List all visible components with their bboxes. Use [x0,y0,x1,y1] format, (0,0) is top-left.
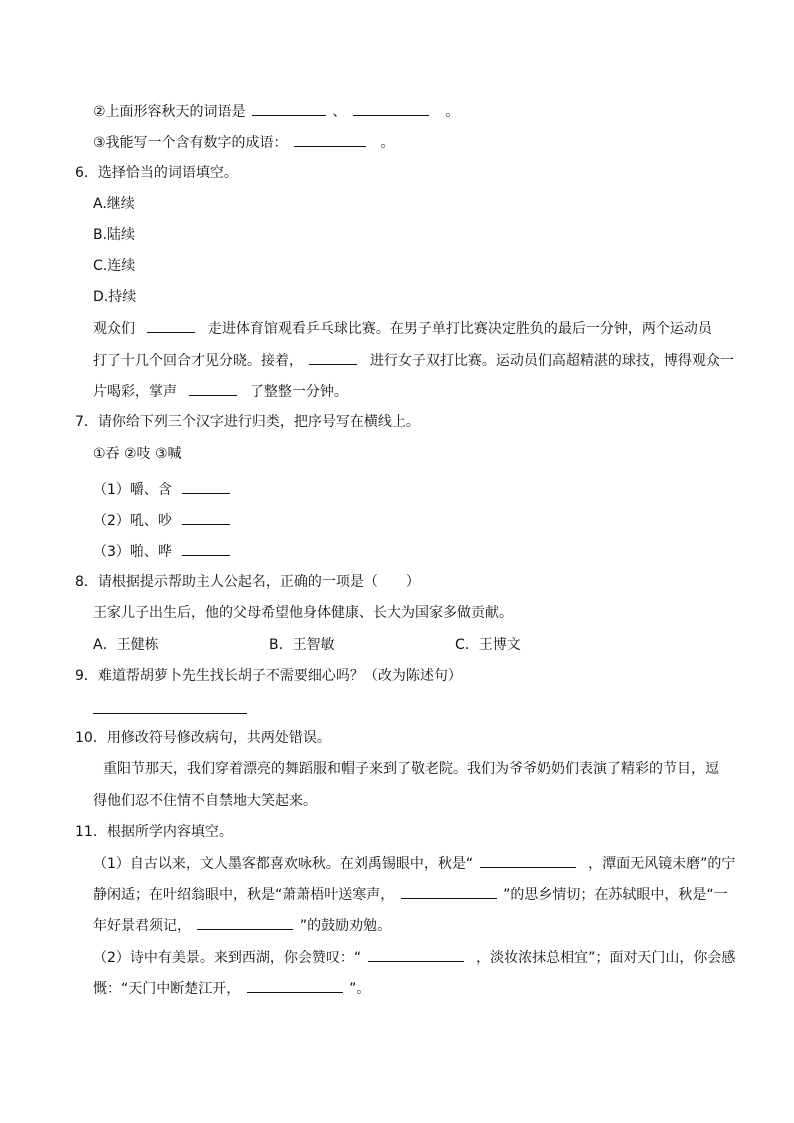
q10-passage-line-1: 重阳节那天，我们穿着漂亮的舞蹈服和帽子来到了敬老院。我们为爷爷奶奶们表演了精彩的节目，逗 [103,761,719,777]
q8-prompt: 8．请根据提示帮助主人公起名，正确的一项是（ ） [75,574,420,590]
answer-blank[interactable] [147,318,195,333]
q6-passage-line-1 [93,318,712,338]
q11-text: 慨：“天门中断楚江开， [93,981,241,997]
q5-line-3-end: 。 [380,135,395,151]
q8-option-c[interactable]: C．王博文 [455,637,521,653]
q6-passage-text: 了整整一分钟。 [249,384,348,400]
q10-passage-line-2: 得他们忍不住情不自禁地大笑起来。 [93,793,317,809]
q6-passage-text: 观众们 [93,321,135,337]
q9-prompt: 9．难道帮胡萝卜先生找长胡子不需要细心吗？（改为陈述句） [75,668,462,684]
answer-blank[interactable] [294,132,366,147]
q11-text: ，潭面无风镜未磨”的宁 [588,856,736,872]
answer-blank[interactable] [189,381,237,396]
answer-blank[interactable] [401,884,497,899]
q11-text: 年好景君须记， [93,918,191,934]
q11-part1-line-2 [93,884,728,904]
q5-line-2-text: ②上面形容秋天的词语是 [93,104,246,120]
q7-prompt: 7．请你给下列三个汉字进行归类，把序号写在横线上。 [75,414,420,430]
q11-text: （2）诗中有美景。来到西湖，你会赞叹：“ [93,950,362,966]
q6-passage-text: 打了十几个回合才见分晓。接着， [93,353,303,369]
answer-blank[interactable] [182,510,230,525]
q7-item-label: （3）啪、哗 [93,544,172,560]
q7-item-2 [93,510,232,530]
q11-text: （1）自古以来，文人墨客都喜欢咏秋。在刘禹锡眼中，秋是“ [93,856,474,872]
q6-option-a: A.继续 [93,196,135,212]
q6-option-c: C.连续 [93,258,136,274]
q6-passage-line-3 [93,381,348,401]
q6-passage-text: 进行女子双打比赛。运动员们高超精湛的球技，博得观众一 [369,353,734,369]
q6-option-b: B.陆续 [93,227,136,243]
q8-options [93,635,521,655]
q7-item-1 [93,479,232,499]
q11-prompt: 11．根据所学内容填空。 [75,824,233,840]
q9-answer-line[interactable] [93,713,247,714]
answer-blank[interactable] [309,350,357,365]
answer-blank[interactable] [197,915,293,930]
q11-part2-line-1 [93,947,735,967]
answer-blank[interactable] [480,853,576,868]
q5-line-3-text: ③我能写一个含有数字的成语： [93,135,288,151]
q11-part1-line-1 [93,853,735,873]
q7-chars: ①吞 ②吱 ③喊 [93,446,182,462]
q6-passage-text: 走进体育馆观看乒乓球比赛。在男子单打比赛决定胜负的最后一分钟，两个运动员 [207,321,712,337]
q5-separator: 、 [332,104,347,120]
answer-blank[interactable] [252,101,326,116]
answer-blank[interactable] [353,101,429,116]
q11-part1-line-3 [93,915,391,935]
q11-text: ，淡妆浓抹总相宜”；面对天门山，你会感 [476,950,736,966]
q6-prompt: 6．选择恰当的词语填空。 [75,165,238,181]
q7-item-3 [93,541,232,561]
answer-blank[interactable] [182,479,230,494]
q8-option-b[interactable]: B．王智敏 [269,637,335,653]
q11-text: ”的鼓励劝勉。 [299,918,392,934]
answer-blank[interactable] [182,541,230,556]
q8-option-a[interactable]: A．王健栋 [93,637,159,653]
q5-line-2 [93,101,459,121]
q11-text: 静闲适；在叶绍翁眼中，秋是“萧萧梧叶送寒声， [93,887,395,903]
q7-item-label: （2）吼、吵 [93,513,172,529]
q11-text: ”。 [349,981,371,997]
q7-item-label: （1）嚼、含 [93,482,172,498]
answer-blank[interactable] [247,978,343,993]
q6-option-d: D.持续 [93,289,137,305]
answer-blank[interactable] [368,947,464,962]
q8-hint: 王家儿子出生后，他的父母希望他身体健康、长大为国家多做贡献。 [93,605,513,621]
q10-prompt: 10．用修改符号修改病句，共两处错误。 [75,730,331,746]
q5-line-2-end: 。 [445,104,460,120]
q11-part2-line-2 [93,978,370,998]
q6-passage-line-2 [93,350,734,370]
q5-line-3 [93,132,394,152]
q6-passage-text: 片喝彩，掌声 [93,384,177,400]
q11-text: ”的思乡情切；在苏轼眼中，秋是“一 [503,887,728,903]
